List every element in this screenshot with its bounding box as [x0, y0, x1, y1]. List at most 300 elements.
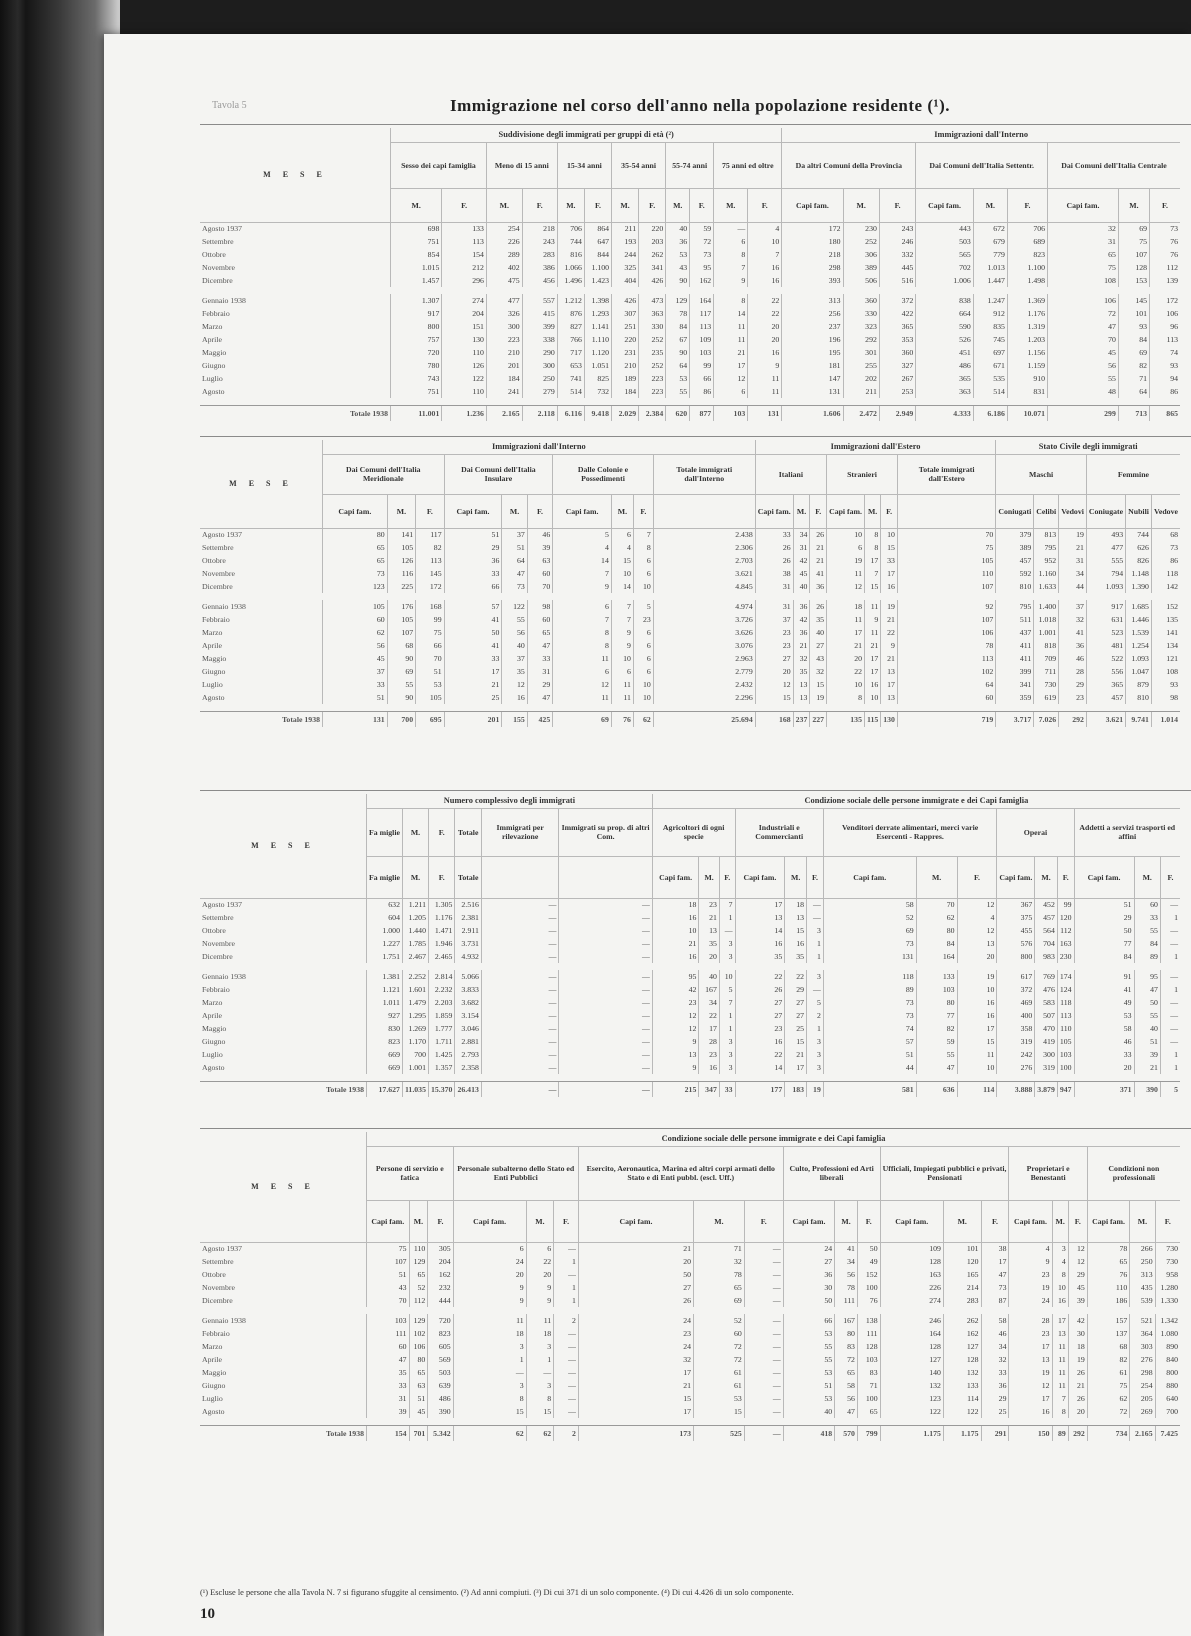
table-cell: 7: [748, 248, 782, 261]
total-cell: 713: [1118, 406, 1149, 421]
table-cell: 117: [690, 307, 714, 320]
book-spine: [0, 0, 120, 1636]
table-cell: 51: [323, 691, 388, 704]
table-cell: 15: [694, 1405, 745, 1418]
table-cell: 1.001: [402, 1061, 428, 1074]
table-cell: 70: [916, 898, 957, 911]
total-cell: 173: [578, 1426, 693, 1441]
total-row: [200, 712, 1180, 727]
table-cell: 103: [367, 1314, 410, 1327]
table-cell: 766: [557, 333, 584, 346]
table-cell: —: [807, 911, 824, 924]
table-cell: 73: [823, 1009, 916, 1022]
table-cell: 157: [1087, 1314, 1130, 1327]
month-label: Agosto: [202, 387, 225, 396]
table-cell: 11: [526, 1314, 554, 1327]
table-cell: 17: [864, 665, 880, 678]
table-cell: 2.516: [455, 898, 481, 911]
table-cell: 32: [810, 665, 827, 678]
table-cell: 1.176: [1007, 307, 1047, 320]
table-cell: 706: [1007, 222, 1047, 235]
table-cell: 76: [1087, 1268, 1130, 1281]
subcolumn-header: Capi fam.: [367, 1200, 410, 1242]
table-cell: 220: [639, 222, 666, 235]
table-cell: 9: [611, 639, 633, 652]
total-cell: 227: [810, 712, 827, 727]
table-cell: —: [559, 1022, 652, 1035]
total-cell: —: [744, 1426, 783, 1441]
table-cell: 102: [897, 665, 995, 678]
table-cell: 6: [633, 567, 653, 580]
table-cell: 4: [748, 222, 782, 235]
table-cell: 3: [453, 1340, 526, 1353]
total-row: [200, 1426, 1180, 1441]
table-cell: 25: [785, 1022, 807, 1035]
table-cell: 50: [578, 1268, 693, 1281]
table-cell: 732: [584, 385, 611, 398]
table-row: [200, 541, 1180, 554]
table-cell: 19: [810, 691, 827, 704]
table-cell: 10: [611, 567, 633, 580]
table-cell: 167: [699, 983, 720, 996]
table-cell: 6: [633, 665, 653, 678]
table-cell: 30: [783, 1281, 835, 1294]
table-cell: 51: [409, 1392, 428, 1405]
table-row: [200, 1294, 1180, 1307]
table-cell: 12: [827, 580, 865, 593]
table-cell: 99: [690, 359, 714, 372]
table-cell: 231: [612, 346, 639, 359]
subcolumn-header: M.: [612, 188, 639, 222]
subcolumn-header: [653, 494, 755, 528]
subcolumn-header: Totale: [455, 856, 481, 898]
table-cell: 9: [652, 1035, 699, 1048]
table-cell: 244: [612, 248, 639, 261]
table-cell: 16: [864, 678, 880, 691]
table-cell: —: [481, 1009, 559, 1022]
table-cell: 133: [442, 222, 487, 235]
table-cell: 123: [323, 580, 388, 593]
table-cell: 267: [879, 372, 915, 385]
table-cell: 31: [367, 1392, 410, 1405]
table-cell: 42: [652, 983, 699, 996]
table-cell: 372: [997, 983, 1035, 996]
table-cell: 19: [1009, 1366, 1052, 1379]
table-cell: 32: [793, 652, 810, 665]
table-cell: 73: [823, 996, 916, 1009]
table-cell: 22: [735, 970, 785, 983]
table-cell: 1: [1160, 950, 1180, 963]
table-cell: 26: [810, 528, 827, 541]
table-cell: 93: [1150, 359, 1180, 372]
month-label: Aprile: [202, 1011, 222, 1020]
table-cell: 507: [1035, 1009, 1058, 1022]
table-cell: 2: [554, 1314, 579, 1327]
table-cell: 26: [735, 983, 785, 996]
table-cell: 35: [699, 937, 720, 950]
month-label: Agosto 1937: [202, 224, 243, 234]
table-cell: 40: [793, 580, 810, 593]
table-cell: 3: [719, 937, 735, 950]
table-cell: 96: [1150, 320, 1180, 333]
total-cell: 135: [827, 712, 865, 727]
table-cell: 95: [1134, 970, 1160, 983]
total-cell: 877: [690, 406, 714, 421]
month-label: Settembre: [202, 543, 234, 552]
column-header: Dai Comuni dell'Italia Insulare: [444, 454, 553, 494]
table-cell: 1.471: [428, 924, 454, 937]
table-cell: 60: [367, 1340, 410, 1353]
table-cell: 18: [1068, 1340, 1087, 1353]
column-header: Ufficiali, Impiegati pubblici e privati, Pensionati: [880, 1146, 1009, 1200]
subcolumn-header: Capi fam.: [444, 494, 502, 528]
table-cell: 14: [735, 924, 785, 937]
table-cell: 11: [611, 678, 633, 691]
table-cell: 28: [1009, 1314, 1052, 1327]
subcolumn-header: [897, 494, 995, 528]
total-label: Totale 1938: [200, 1082, 367, 1097]
table-cell: 445: [879, 261, 915, 274]
table-cell: 4.974: [653, 600, 755, 613]
table-cell: 135: [1151, 613, 1180, 626]
table-cell: 65: [835, 1366, 858, 1379]
total-cell: 371: [1074, 1082, 1134, 1097]
table-cell: 1.280: [1155, 1281, 1180, 1294]
table-cell: 818: [1034, 639, 1059, 652]
table-cell: 22: [699, 1009, 720, 1022]
table-cell: 11: [714, 333, 748, 346]
table-cell: 32: [578, 1353, 693, 1366]
table-cell: 86: [1150, 385, 1180, 398]
rule: [200, 790, 1191, 791]
table-cell: 110: [442, 385, 487, 398]
column-header: Femmine: [1086, 454, 1180, 494]
table-cell: 16: [735, 1035, 785, 1048]
table-cell: 33: [981, 1366, 1009, 1379]
table-cell: 111: [857, 1327, 880, 1340]
table-cell: 113: [442, 235, 487, 248]
table-cell: 1.100: [1007, 261, 1047, 274]
subcolumn-header: F.: [1007, 188, 1047, 222]
table-cell: 58: [835, 1379, 858, 1392]
table-cell: 800: [1155, 1366, 1180, 1379]
table-cell: 41: [1074, 983, 1134, 996]
table-cell: 27: [578, 1281, 693, 1294]
total-cell: 1.175: [943, 1426, 981, 1441]
table-cell: 1.398: [584, 294, 611, 307]
table-cell: 63: [527, 554, 552, 567]
table-cell: 226: [880, 1281, 943, 1294]
table-cell: 80: [409, 1353, 428, 1366]
table-cell: 60: [694, 1327, 745, 1340]
subcolumn-header: F.: [639, 188, 666, 222]
table-row: [200, 333, 1180, 346]
table-cell: 82: [1087, 1353, 1130, 1366]
table-cell: 1.440: [402, 924, 428, 937]
table-cell: —: [453, 1366, 526, 1379]
table-cell: 6: [553, 665, 612, 678]
table-cell: 639: [428, 1379, 453, 1392]
table-cell: 13: [785, 911, 807, 924]
table-cell: 253: [879, 385, 915, 398]
table-cell: 11: [827, 567, 865, 580]
column-header: Totale: [455, 808, 481, 856]
table-cell: 3: [453, 1379, 526, 1392]
table-cell: 400: [997, 1009, 1035, 1022]
month-label: Aprile: [202, 641, 222, 650]
table-cell: 17: [578, 1366, 693, 1379]
table-cell: 129: [409, 1255, 428, 1268]
table-cell: 338: [522, 333, 557, 346]
table-cell: 679: [973, 235, 1007, 248]
table-cell: 20: [748, 333, 782, 346]
table-cell: 12: [652, 1022, 699, 1035]
table-cell: 43: [810, 652, 827, 665]
subcolumn-header: F.: [1150, 188, 1180, 222]
table-cell: 162: [943, 1327, 981, 1340]
subcolumn-header: M.: [1130, 1200, 1155, 1242]
table-cell: 435: [1130, 1281, 1155, 1294]
table-cell: 2.881: [455, 1035, 481, 1048]
table-row: [200, 346, 1180, 359]
table-cell: 195: [782, 346, 843, 359]
table-cell: 7: [553, 613, 612, 626]
table-cell: 15: [810, 678, 827, 691]
table-cell: 15: [611, 554, 633, 567]
subcolumn-header: F.: [748, 188, 782, 222]
month-label: Settembre: [202, 237, 234, 246]
table-cell: 604: [367, 911, 403, 924]
column-header: Proprietari e Benestanti: [1009, 1146, 1087, 1200]
table-cell: 50: [1074, 924, 1134, 937]
table-cell: 56: [835, 1268, 858, 1281]
month-label: Agosto: [202, 693, 225, 702]
table-cell: 631: [1086, 613, 1125, 626]
table-cell: 23: [1059, 691, 1087, 704]
table-cell: 31: [793, 541, 810, 554]
table-cell: 653: [557, 359, 584, 372]
table-cell: 89: [823, 983, 916, 996]
table-cell: 1.390: [1126, 580, 1152, 593]
column-header: Dalle Colonie e Possedimenti: [553, 454, 654, 494]
table-cell: 365: [879, 320, 915, 333]
month-label: Novembre: [202, 569, 235, 578]
table-cell: 28: [1059, 665, 1087, 678]
table-row: [200, 911, 1180, 924]
subcolumn-header: Vedove: [1151, 494, 1180, 528]
row-separator: [200, 1307, 1180, 1314]
table-cell: 300: [522, 359, 557, 372]
table-cell: 2.203: [428, 996, 454, 1009]
table-cell: 452: [1035, 898, 1058, 911]
table-cell: 11: [827, 613, 865, 626]
subcolumn-header: F.: [957, 856, 997, 898]
table-cell: 7: [553, 567, 612, 580]
table-cell: 3: [526, 1340, 554, 1353]
table-cell: 36: [666, 235, 690, 248]
subcolumn-header: M.: [835, 1200, 858, 1242]
table-cell: 300: [1035, 1048, 1058, 1061]
subcolumn-header: Capi fam.: [782, 188, 843, 222]
subcolumn-header: F.: [633, 494, 653, 528]
table-cell: 12: [1009, 1379, 1052, 1392]
table-cell: 521: [1130, 1314, 1155, 1327]
table-cell: 50: [1134, 996, 1160, 1009]
table-cell: —: [559, 970, 652, 983]
table-cell: 118: [1151, 567, 1180, 580]
table-cell: 569: [428, 1353, 453, 1366]
row-separator: [200, 287, 1180, 294]
table-cell: 90: [666, 346, 690, 359]
table-cell: 40: [666, 222, 690, 235]
table-cell: 113: [1150, 333, 1180, 346]
table-cell: 56: [323, 639, 388, 652]
table-cell: 237: [782, 320, 843, 333]
table-cell: 66: [783, 1314, 835, 1327]
total-cell: 69: [553, 712, 612, 727]
table-cell: 1.170: [402, 1035, 428, 1048]
table-cell: 290: [522, 346, 557, 359]
table-cell: 706: [557, 222, 584, 235]
table-cell: —: [744, 1314, 783, 1327]
table-cell: 45: [409, 1405, 428, 1418]
table-cell: 24: [1009, 1294, 1052, 1307]
table-cell: —: [744, 1340, 783, 1353]
table-cell: 110: [1057, 1022, 1074, 1035]
total-cell: 3.621: [1086, 712, 1125, 727]
table-cell: 110: [1087, 1281, 1130, 1294]
table-cell: 74: [823, 1022, 916, 1035]
table-cell: 21: [881, 652, 898, 665]
total-cell: 636: [916, 1082, 957, 1097]
table-cell: 42: [1068, 1314, 1087, 1327]
table-cell: 18: [785, 898, 807, 911]
table-cell: 2.381: [455, 911, 481, 924]
table-cell: 24: [578, 1314, 693, 1327]
table-cell: 12: [1068, 1255, 1087, 1268]
table-cell: 444: [428, 1294, 453, 1307]
month-label: Agosto 1937: [202, 530, 243, 540]
table-cell: 3.726: [653, 613, 755, 626]
table-cell: 1: [1160, 1061, 1180, 1074]
table-cell: 1.330: [1155, 1294, 1180, 1307]
table-cell: 16: [748, 346, 782, 359]
table-cell: —: [559, 1035, 652, 1048]
table-cell: —: [714, 222, 748, 235]
table-cell: 353: [879, 333, 915, 346]
table-cell: 14: [714, 307, 748, 320]
table-cell: 1: [1160, 911, 1180, 924]
table-cell: —: [744, 1327, 783, 1340]
group-header: Numero complessivo degli immigrati: [367, 794, 653, 808]
table-cell: 1.120: [584, 346, 611, 359]
table-cell: 6: [714, 235, 748, 248]
table-cell: 37: [502, 528, 527, 541]
table-cell: 102: [409, 1327, 428, 1340]
table-cell: 107: [897, 613, 995, 626]
table-row: [200, 691, 1180, 704]
table-cell: 276: [997, 1061, 1035, 1074]
table-cell: 1.269: [402, 1022, 428, 1035]
table-row: [200, 1392, 1180, 1405]
table-cell: 3: [719, 1048, 735, 1061]
table-cell: 313: [782, 294, 843, 307]
footnote: (¹) Escluse le persone che alla Tavola N. 7 si figurano sfuggite al censimento. (²) Ad anni compiuti. (³) Di cui 371 di un solo componente. (⁴) Di cui 4.426 di un solo componente.: [200, 1588, 794, 1597]
table-cell: 153: [1118, 274, 1149, 287]
table-cell: 1.601: [402, 983, 428, 996]
subcolumn-header: Capi fam.: [1074, 856, 1134, 898]
total-cell: 1.236: [442, 406, 487, 421]
table-cell: —: [744, 1366, 783, 1379]
table-cell: 8: [1052, 1268, 1068, 1281]
table-cell: 539: [1130, 1294, 1155, 1307]
table-cell: 514: [557, 385, 584, 398]
table-cell: 98: [1151, 691, 1180, 704]
total-cell: 115: [864, 712, 880, 727]
table-cell: 65: [1087, 1255, 1130, 1268]
table-cell: 230: [843, 222, 879, 235]
table-cell: 367: [997, 898, 1035, 911]
month-label: Aprile: [202, 335, 222, 344]
subcolumn-header: M.: [943, 1200, 981, 1242]
table-cell: —: [744, 1392, 783, 1405]
table-cell: 106: [1048, 294, 1119, 307]
table-cell: 1.000: [367, 924, 403, 937]
table-cell: 11: [748, 372, 782, 385]
total-cell: 799: [857, 1426, 880, 1441]
table-cell: 78: [694, 1268, 745, 1281]
table-cell: 15: [785, 1035, 807, 1048]
table-cell: 810: [1126, 691, 1152, 704]
table-cell: 1.212: [557, 294, 584, 307]
table-cell: 93: [1151, 678, 1180, 691]
table-row: [200, 1048, 1180, 1061]
subcolumn-header: M.: [973, 188, 1007, 222]
table-cell: 6: [453, 1242, 526, 1255]
table-cell: 1.159: [1007, 359, 1047, 372]
table-cell: 193: [612, 235, 639, 248]
table-cell: 20: [453, 1268, 526, 1281]
table-cell: 1.013: [973, 261, 1007, 274]
table-cell: 3.626: [653, 626, 755, 639]
table-cell: 47: [916, 1061, 957, 1074]
table-cell: 218: [522, 222, 557, 235]
table-cell: 141: [1151, 626, 1180, 639]
table-cell: 241: [486, 385, 522, 398]
table-cell: 16: [1009, 1405, 1052, 1418]
month-label: Ottobre: [202, 926, 226, 935]
table-cell: 20: [748, 320, 782, 333]
subcolumn-header: Fa miglie: [367, 856, 403, 898]
table-cell: 1.293: [584, 307, 611, 320]
table-cell: 3: [807, 1061, 824, 1074]
table-cell: 122: [442, 372, 487, 385]
table-cell: 78: [666, 307, 690, 320]
month-label: Marzo: [202, 1342, 223, 1351]
table-cell: 456: [522, 274, 557, 287]
table-cell: 10: [957, 1061, 997, 1074]
table-cell: 137: [1087, 1327, 1130, 1340]
table-cell: 15: [957, 1035, 997, 1048]
table-cell: 16: [957, 996, 997, 1009]
table-cell: 128: [857, 1340, 880, 1353]
table-cell: 75: [367, 1242, 410, 1255]
total-cell: 1.014: [1151, 712, 1180, 727]
table-cell: 830: [367, 1022, 403, 1035]
table-cell: 455: [997, 924, 1035, 937]
table-cell: 358: [997, 1022, 1035, 1035]
header-mese: M E S E: [200, 794, 367, 898]
